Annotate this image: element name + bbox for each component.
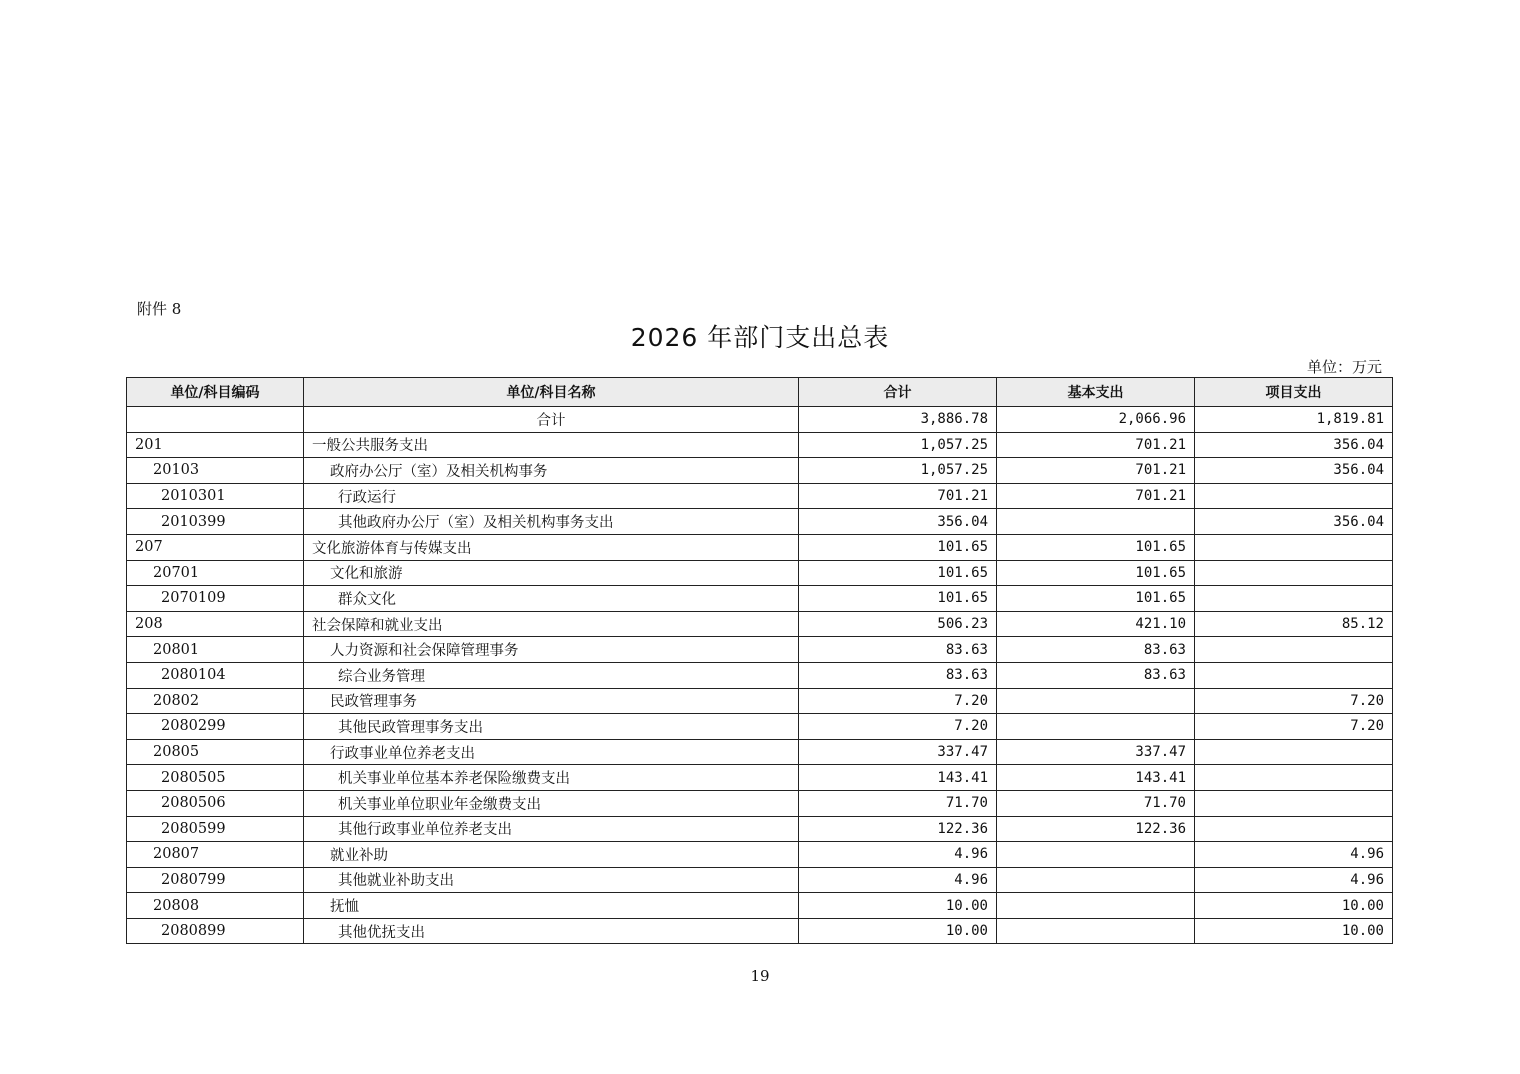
table-row <box>127 739 1393 765</box>
unit-label: 单位：万元 <box>1306 358 1382 376</box>
row-name: 抚恤 <box>304 893 799 919</box>
row-total: 1,057.25 <box>799 458 997 484</box>
row-code: 2080299 <box>127 714 304 740</box>
table-header-row <box>127 378 1393 407</box>
row-project <box>1195 765 1393 791</box>
row-total: 101.65 <box>799 560 997 586</box>
table-row <box>127 509 1393 535</box>
table-row <box>127 714 1393 740</box>
table-row <box>127 586 1393 612</box>
row-code: 20701 <box>127 560 304 586</box>
row-basic: 337.47 <box>997 739 1195 765</box>
row-basic <box>997 714 1195 740</box>
table-row <box>127 816 1393 842</box>
row-total: 10.00 <box>799 918 997 944</box>
table-row <box>127 611 1393 637</box>
row-total: 101.65 <box>799 586 997 612</box>
row-basic: 701.21 <box>997 432 1195 458</box>
row-code: 2080506 <box>127 790 304 816</box>
row-name: 其他就业补助支出 <box>304 867 799 893</box>
row-total: 83.63 <box>799 662 997 688</box>
row-code: 20103 <box>127 458 304 484</box>
total-name: 合计 <box>304 407 799 433</box>
row-name: 群众文化 <box>304 586 799 612</box>
row-basic: 143.41 <box>997 765 1195 791</box>
row-project: 10.00 <box>1195 918 1393 944</box>
row-basic: 101.65 <box>997 586 1195 612</box>
row-code: 208 <box>127 611 304 637</box>
row-code: 2070109 <box>127 586 304 612</box>
page-title: 2026 年部门支出总表 <box>630 323 890 352</box>
table-row <box>127 790 1393 816</box>
row-code: 2080899 <box>127 918 304 944</box>
row-basic <box>997 688 1195 714</box>
row-basic: 101.65 <box>997 534 1195 560</box>
row-basic <box>997 867 1195 893</box>
row-total: 4.96 <box>799 867 997 893</box>
row-name: 机关事业单位基本养老保险缴费支出 <box>304 765 799 791</box>
table-row <box>127 662 1393 688</box>
row-code: 207 <box>127 534 304 560</box>
total-project: 1,819.81 <box>1195 407 1393 433</box>
row-project <box>1195 637 1393 663</box>
row-code: 2080505 <box>127 765 304 791</box>
row-basic: 701.21 <box>997 458 1195 484</box>
table-body <box>127 407 1393 944</box>
total-total: 3,886.78 <box>799 407 997 433</box>
row-project: 85.12 <box>1195 611 1393 637</box>
row-total: 101.65 <box>799 534 997 560</box>
row-basic: 421.10 <box>997 611 1195 637</box>
row-code: 2080104 <box>127 662 304 688</box>
row-total: 122.36 <box>799 816 997 842</box>
row-name: 就业补助 <box>304 842 799 868</box>
row-project: 4.96 <box>1195 867 1393 893</box>
row-project <box>1195 483 1393 509</box>
row-total: 701.21 <box>799 483 997 509</box>
table-row <box>127 867 1393 893</box>
row-project <box>1195 534 1393 560</box>
page-number: 19 <box>750 967 770 985</box>
row-total: 4.96 <box>799 842 997 868</box>
row-name: 行政事业单位养老支出 <box>304 739 799 765</box>
row-name: 社会保障和就业支出 <box>304 611 799 637</box>
row-name: 行政运行 <box>304 483 799 509</box>
row-total: 7.20 <box>799 688 997 714</box>
row-name: 综合业务管理 <box>304 662 799 688</box>
header-name: 单位/科目名称 <box>304 378 799 407</box>
row-project <box>1195 586 1393 612</box>
row-code: 20805 <box>127 739 304 765</box>
row-code: 2080599 <box>127 816 304 842</box>
row-basic <box>997 509 1195 535</box>
row-code: 20807 <box>127 842 304 868</box>
row-name: 政府办公厅（室）及相关机构事务 <box>304 458 799 484</box>
row-total: 337.47 <box>799 739 997 765</box>
row-total: 356.04 <box>799 509 997 535</box>
table-row <box>127 637 1393 663</box>
row-project <box>1195 739 1393 765</box>
table-row <box>127 765 1393 791</box>
header-basic: 基本支出 <box>997 378 1195 407</box>
row-name: 文化和旅游 <box>304 560 799 586</box>
total-code <box>127 407 304 433</box>
header-code: 单位/科目编码 <box>127 378 304 407</box>
row-project <box>1195 816 1393 842</box>
row-project: 356.04 <box>1195 432 1393 458</box>
row-name: 其他行政事业单位养老支出 <box>304 816 799 842</box>
row-name: 其他政府办公厅（室）及相关机构事务支出 <box>304 509 799 535</box>
row-project: 356.04 <box>1195 458 1393 484</box>
row-total: 7.20 <box>799 714 997 740</box>
row-project: 7.20 <box>1195 714 1393 740</box>
row-project: 356.04 <box>1195 509 1393 535</box>
row-total: 506.23 <box>799 611 997 637</box>
row-total: 83.63 <box>799 637 997 663</box>
table-row <box>127 918 1393 944</box>
row-project <box>1195 790 1393 816</box>
row-project: 4.96 <box>1195 842 1393 868</box>
table-row <box>127 560 1393 586</box>
row-basic <box>997 842 1195 868</box>
row-name: 机关事业单位职业年金缴费支出 <box>304 790 799 816</box>
row-code: 20808 <box>127 893 304 919</box>
row-code: 2080799 <box>127 867 304 893</box>
row-total: 1,057.25 <box>799 432 997 458</box>
row-total: 10.00 <box>799 893 997 919</box>
header-project: 项目支出 <box>1195 378 1393 407</box>
row-basic: 101.65 <box>997 560 1195 586</box>
table-row <box>127 534 1393 560</box>
row-code: 20801 <box>127 637 304 663</box>
row-name: 其他优抚支出 <box>304 918 799 944</box>
row-project: 7.20 <box>1195 688 1393 714</box>
row-basic: 122.36 <box>997 816 1195 842</box>
table-row <box>127 688 1393 714</box>
table-row <box>127 893 1393 919</box>
row-basic: 83.63 <box>997 662 1195 688</box>
row-name: 其他民政管理事务支出 <box>304 714 799 740</box>
total-row <box>127 407 1393 433</box>
header-total: 合计 <box>799 378 997 407</box>
row-name: 一般公共服务支出 <box>304 432 799 458</box>
expenditure-table <box>126 377 1393 944</box>
row-name: 民政管理事务 <box>304 688 799 714</box>
row-basic: 83.63 <box>997 637 1195 663</box>
row-project: 10.00 <box>1195 893 1393 919</box>
row-code: 2010301 <box>127 483 304 509</box>
row-basic <box>997 893 1195 919</box>
attachment-label: 附件 8 <box>137 300 182 318</box>
row-project <box>1195 662 1393 688</box>
row-basic: 701.21 <box>997 483 1195 509</box>
table-row <box>127 483 1393 509</box>
total-basic: 2,066.96 <box>997 407 1195 433</box>
row-total: 143.41 <box>799 765 997 791</box>
row-basic <box>997 918 1195 944</box>
row-project <box>1195 560 1393 586</box>
table-row <box>127 432 1393 458</box>
table-row <box>127 458 1393 484</box>
row-code: 2010399 <box>127 509 304 535</box>
table-row <box>127 842 1393 868</box>
row-basic: 71.70 <box>997 790 1195 816</box>
row-code: 20802 <box>127 688 304 714</box>
row-name: 人力资源和社会保障管理事务 <box>304 637 799 663</box>
row-code: 201 <box>127 432 304 458</box>
row-name: 文化旅游体育与传媒支出 <box>304 534 799 560</box>
row-total: 71.70 <box>799 790 997 816</box>
